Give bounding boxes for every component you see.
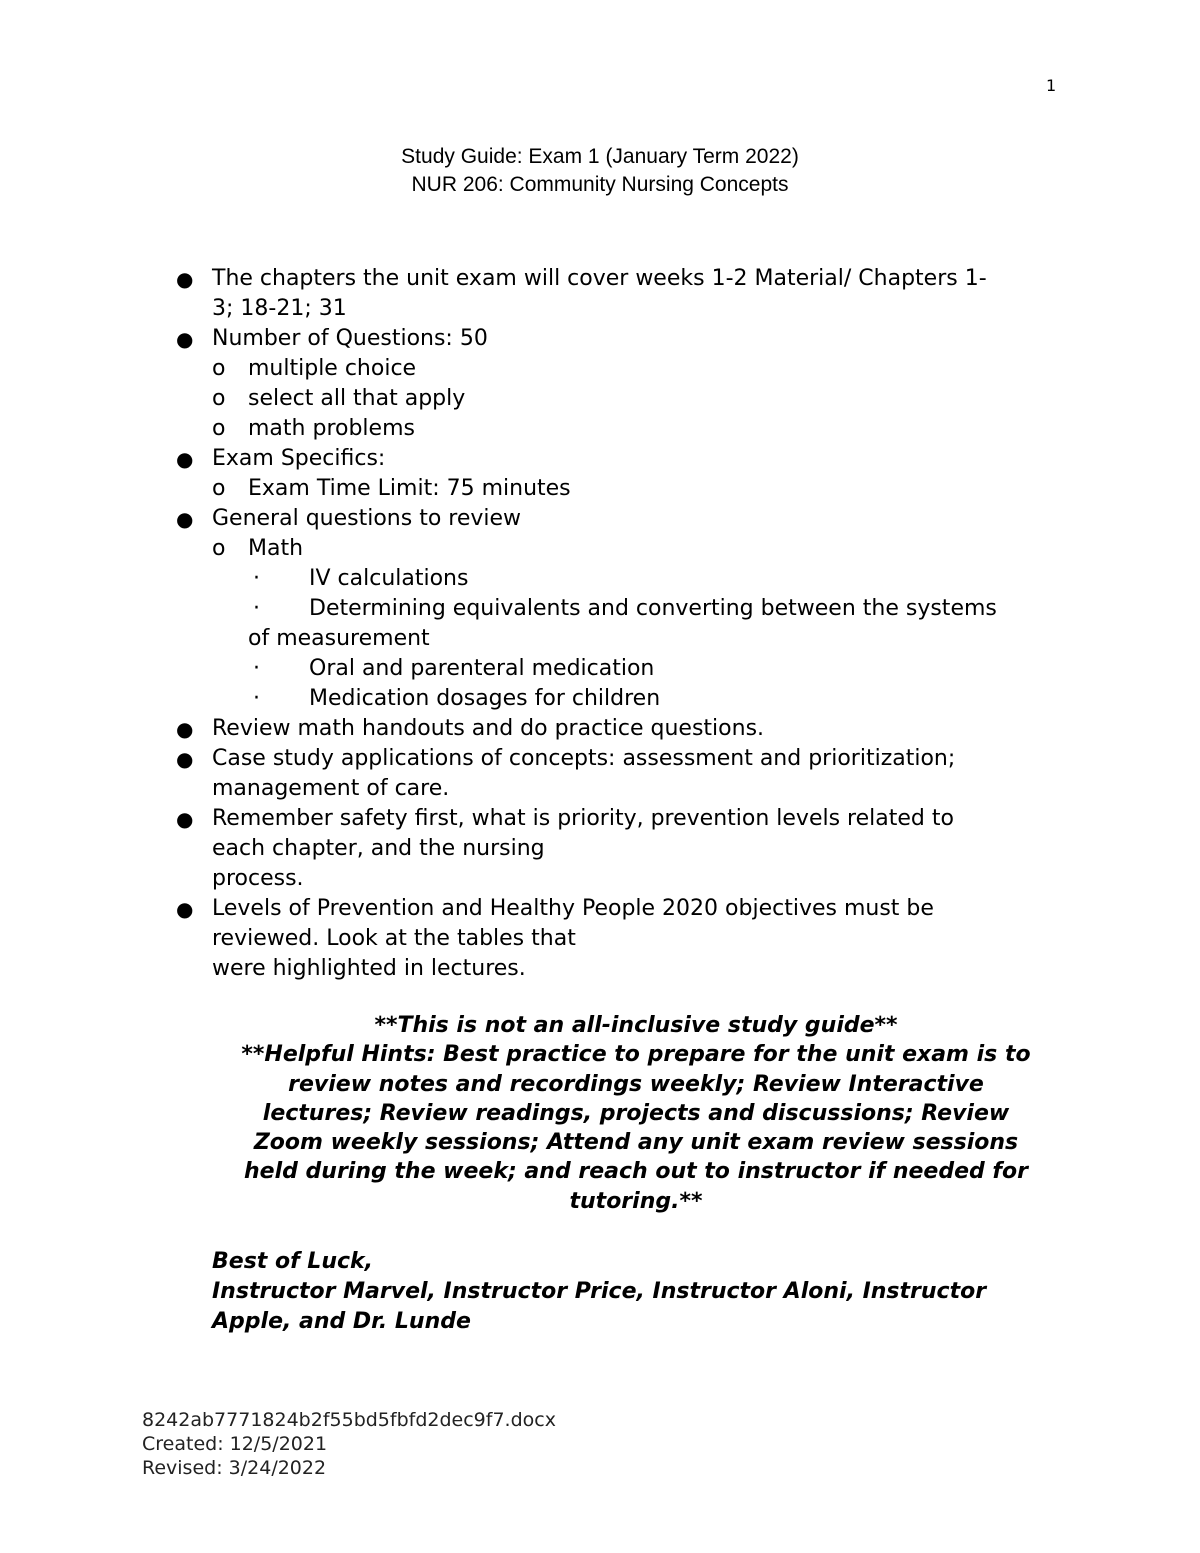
page-title: Study Guide: Exam 1 (January Term 2022) [401, 145, 799, 168]
list-item-text: were highlighted in lectures. [212, 956, 526, 981]
sub-item-text: multiple choice [248, 356, 417, 381]
circle-bullet-icon: o [212, 356, 226, 381]
math-topic-text: Determining equivalents and converting between the systems [309, 596, 997, 621]
bullet-icon: ● [176, 507, 194, 531]
list-item-text: Number of Questions: 50 [212, 326, 488, 351]
study-guide-list [170, 264, 1050, 984]
list-item-text: management of care. [212, 776, 450, 801]
list-item-text: each chapter, and the nursing [212, 836, 545, 861]
sub-item-math [170, 534, 1050, 564]
sub-item-question-type [170, 384, 1050, 414]
list-item-general [170, 504, 1050, 534]
list-item-text: reviewed. Look at the tables that [212, 926, 576, 951]
bullet-icon: ● [176, 717, 194, 741]
list-item-text: process. [212, 866, 304, 891]
signoff [212, 1247, 1072, 1337]
list-item-text: 3; 18-21; 31 [212, 296, 347, 321]
list-item-text: Case study applications of concepts: assessment and prioritization; [212, 746, 956, 771]
list-item-safety [170, 804, 1050, 894]
list-item-text: The chapters the unit exam will cover weeks 1-2 Material/ Chapters 1- [212, 266, 987, 291]
footer-filename: 8242ab7771824b2f55bd5fbfd2dec9f7.docx [142, 1409, 556, 1431]
list-item-text: General questions to review [212, 506, 522, 531]
circle-bullet-icon: o [212, 386, 226, 411]
circle-bullet-icon: o [212, 416, 226, 441]
list-item-handouts [170, 714, 1050, 744]
math-topic [170, 684, 1050, 714]
circle-bullet-icon: o [212, 536, 226, 561]
disclaimer: **This is not an all-inclusive study guide** [374, 1013, 898, 1038]
list-item-text: Levels of Prevention and Healthy People 2020 objectives must be [212, 896, 934, 921]
sub-item-text: select all that apply [248, 386, 466, 411]
hint-line: review notes and recordings weekly; Review Interactive [288, 1071, 984, 1097]
bullet-icon: ● [176, 747, 194, 771]
page-number: 1 [1046, 76, 1057, 95]
footer-revised: Revised: 3/24/2022 [142, 1457, 327, 1479]
signoff-instructors: Apple, and Dr. Lunde [212, 1309, 471, 1334]
sub-item-question-type [170, 414, 1050, 444]
math-topic-text: IV calculations [309, 566, 469, 591]
list-item-text: Exam Specifics: [212, 446, 386, 471]
helpful-hints [206, 1011, 1066, 1216]
list-item-text: Review math handouts and do practice questions. [212, 716, 765, 741]
list-item-questions [170, 324, 1050, 354]
list-item-case-study [170, 744, 1050, 804]
dot-bullet-icon: · [253, 596, 260, 621]
math-topic-text: Oral and parenteral medication [309, 656, 655, 681]
math-topic [170, 594, 1050, 654]
bullet-icon: ● [176, 327, 194, 351]
sub-item-question-type [170, 354, 1050, 384]
dot-bullet-icon: · [253, 566, 260, 591]
dot-bullet-icon: · [253, 656, 260, 681]
bullet-icon: ● [176, 807, 194, 831]
bullet-icon: ● [176, 897, 194, 921]
bullet-icon: ● [176, 267, 194, 291]
sub-item-text: Exam Time Limit: 75 minutes [248, 476, 571, 501]
course-title: NUR 206: Community Nursing Concepts [411, 173, 789, 196]
sub-item-text: math problems [248, 416, 415, 441]
circle-bullet-icon: o [212, 476, 226, 501]
list-item-prevention [170, 894, 1050, 984]
sub-item-time-limit [170, 474, 1050, 504]
signoff-greeting: Best of Luck, [212, 1249, 374, 1274]
list-item-chapters [170, 264, 1050, 324]
bullet-icon: ● [176, 447, 194, 471]
math-topic [170, 654, 1050, 684]
signoff-instructors: Instructor Marvel, Instructor Price, Instructor Aloni, Instructor [212, 1279, 987, 1304]
hint-line: Zoom weekly sessions; Attend any unit exam review sessions [253, 1130, 1019, 1156]
dot-bullet-icon: · [253, 686, 260, 711]
hint-line: held during the week; and reach out to instructor if needed for [244, 1159, 1028, 1185]
footer-created: Created: 12/5/2021 [142, 1433, 328, 1455]
hint-line: tutoring.** [569, 1188, 703, 1214]
document-footer [142, 1408, 556, 1480]
math-topic [170, 564, 1050, 594]
list-item-specifics [170, 444, 1050, 474]
math-topic-text: of measurement [248, 626, 430, 651]
hint-line: lectures; Review readings, projects and discussions; Review [262, 1100, 1010, 1126]
hint-line: **Helpful Hints: Best practice to prepare for the unit exam is to [241, 1042, 1031, 1068]
document-header [0, 143, 1200, 199]
list-item-text: Remember safety first, what is priority, prevention levels related to [212, 806, 954, 831]
math-topic-text: Medication dosages for children [309, 686, 661, 711]
sub-item-text: Math [248, 536, 304, 561]
